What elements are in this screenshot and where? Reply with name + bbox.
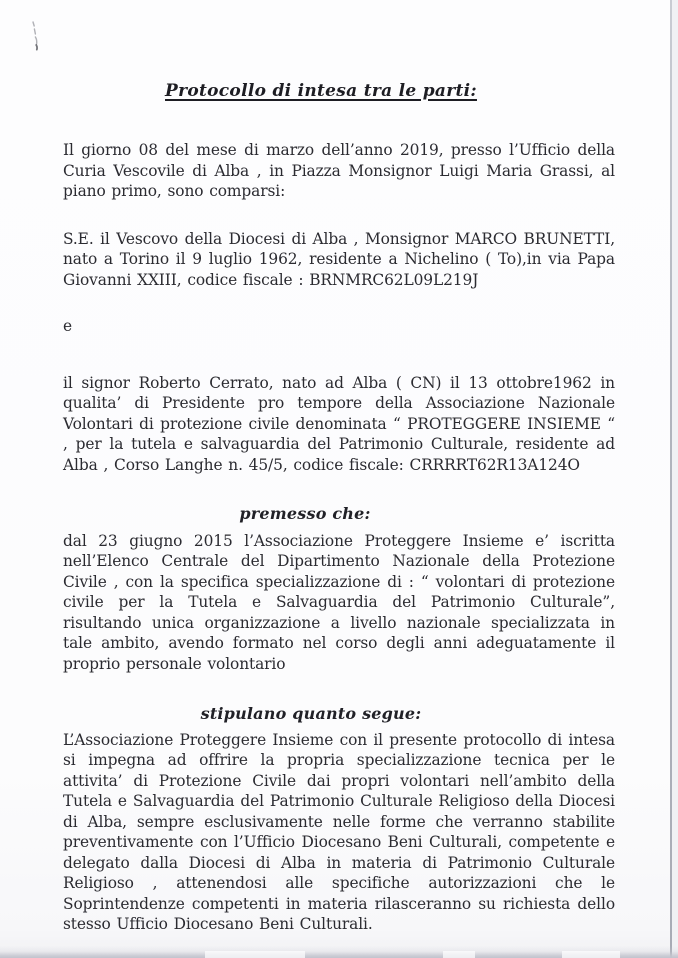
bottom-edge-light-patch bbox=[562, 951, 620, 958]
bottom-edge-light-patch bbox=[443, 951, 475, 958]
document-title: Protocollo di intesa tra le parti: bbox=[165, 81, 477, 101]
scan-bottom-edge-shadow bbox=[0, 946, 678, 958]
paragraph-association-president-party: il signor Roberto Cerrato, nato ad Alba ( CN) il 13 ottobre1962 in qualita’ di Presidente pro tempore della Associazione Nazionale Volontari di protezione civile denominata “ PROTEGGERE INSIEME “ , per la tutela e salvaguardia del Patrimonio Culturale, residente ad Alba , Corso Langhe n. 45/5, codice fiscale: CRRRRT62R13A124O bbox=[63, 373, 615, 474]
scan-right-margin bbox=[672, 0, 678, 958]
paragraph-premessa: dal 23 giugno 2015 l’Associazione Proteggere Insieme e’ iscritta nell’Elenco Centrale del Dipartimento Nazionale della Protezione Civile , con la specifica specializzazione di : “ volontari di protezione civile per la Tutela e Salvaguardia del Patrimonio Culturale”, risultando unica organizzazione a livello nazionale specializzata in tale ambito, avendo formato nel corso degli anni adeguatamente il proprio personale volontario bbox=[63, 531, 615, 673]
paragraph-stipula: L’Associazione Proteggere Insieme con il presente protocollo di intesa si impegna ad offrire la propria specializzazione tecnica per le attivita’ di Protezione Civile dai propri volontari nell’ambito della Tutela e Salvaguardia del Patrimonio Culturale Religioso della Diocesi di Alba, sempre esclusivamente nelle forme che verranno stabilite preventivamente con l’Ufficio Diocesano Beni Culturali, competente e delegato dalla Diocesi di Alba in materia di Patrimonio Culturale Religioso , attenendosi alle specifiche autorizzazioni che le Soprintendenze competenti in materia rilasceranno su richiesta dello stesso Ufficio Diocesano Beni Culturali. bbox=[63, 730, 615, 933]
heading-stipulano-quanto-segue: stipulano quanto segue: bbox=[200, 704, 422, 723]
conjunction-e: e bbox=[63, 317, 73, 335]
page-right-edge-line bbox=[670, 0, 672, 958]
paragraph-bishop-party: S.E. il Vescovo della Diocesi di Alba , Monsignor MARCO BRUNETTI, nato a Torino il 9 luglio 1962, residente a Nichelino ( To),in via Papa Giovanni XXIII, codice fiscale : BRNMRC62L09L219J bbox=[63, 229, 615, 289]
paragraph-opening-date-place: Il giorno 08 del mese di marzo dell’anno 2019, presso l’Ufficio della Curia Vescovile di Alba , in Piazza Monsignor Luigi Maria Grassi, al piano primo, sono comparsi: bbox=[63, 141, 615, 200]
heading-premesso-che: premesso che: bbox=[239, 504, 371, 523]
bottom-edge-light-patch bbox=[205, 951, 305, 958]
